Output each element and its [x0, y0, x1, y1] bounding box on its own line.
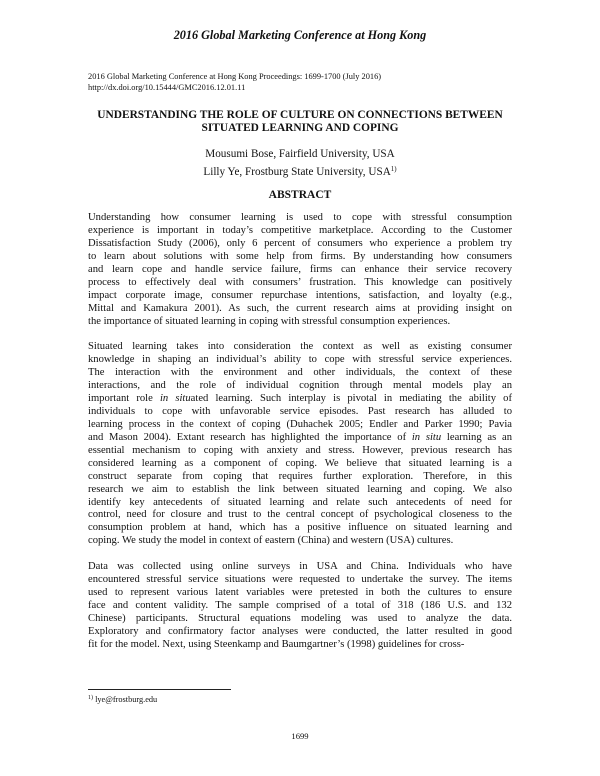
abstract-paragraph	[88, 212, 512, 329]
text-line: research we aim to establish the link between situated learning and coping. We also	[88, 483, 512, 495]
text-line: knowledge in shaping an individual’s ability to cope with stressful service experiences.	[88, 354, 512, 366]
text-line: consumption problem at hand, which has a positive influence on situated learning and	[88, 522, 512, 534]
author-2-line	[0, 162, 600, 180]
text-line: face and content validity. The sample comprised of a total of 318 (186 U.S. and 132	[88, 599, 512, 611]
author-block	[0, 147, 600, 180]
text-line: and learn cope and handle service failure, firms can enhance their service recovery	[88, 263, 512, 275]
text-line: and Mason 2004). Extant research has highlighted the importance of in situ learning as an	[88, 431, 512, 443]
text-line: learning process in the context of coping (Duhachek 2005; Endler and Parker 1990; Pavia	[88, 418, 512, 430]
proceedings-info	[88, 71, 381, 93]
text-line: important role in situated learning. Such interplay is pivotal in mediating the ability of	[88, 392, 512, 404]
page-number: 1699	[291, 731, 309, 741]
text-line: control, need for closure and trust to the central concept of psychological closeness to the	[88, 509, 512, 521]
footnote-mark: 1)	[88, 695, 93, 701]
text-line: experience is important in today’s competitive marketplace. According to the Customer	[88, 224, 512, 236]
footnote-email[interactable]: lye@frostburg.edu	[95, 695, 158, 704]
text-line: Mittal and Kamakura 2001). As such, the current research aims at providing insight on	[88, 302, 512, 314]
abstract-body	[88, 212, 512, 664]
text-line: used to represent various latent variables were pretested in both the cultures to ensure	[88, 586, 512, 598]
text-line: construct separate from coping that requires further exploration. Therefore, in this	[88, 470, 512, 482]
doi-link[interactable]: http://dx.doi.org/10.15444/GMC2016.12.01.11	[88, 83, 246, 92]
abstract-paragraph	[88, 561, 512, 652]
text-line: Data was collected using online surveys in USA and China. Individuals who have	[88, 560, 512, 572]
text-line: essential mechanism to coping with anxiety and stress. However, previous research has	[88, 444, 512, 456]
footnote-marker[interactable]: 1)	[390, 165, 397, 173]
paper-title	[70, 109, 530, 135]
text-line: individuals to cope with unfavorable service episodes. Past research has alluded to	[88, 405, 512, 417]
text-line: Situated learning takes into consideration the context as well as existing consumer	[88, 341, 512, 353]
abstract-heading: ABSTRACT	[268, 189, 332, 201]
title-line-1: UNDERSTANDING THE ROLE OF CULTURE ON CONNECTIONS BETWEEN	[97, 109, 503, 121]
text-line: to learn about solutions with some help from firms. By understanding how consumers	[88, 250, 512, 262]
text-line: Understanding how consumer learning is used to cope with stressful consumption	[88, 212, 512, 223]
text-line: encountered stressful service situations were requested to undertake the survey. The items	[88, 573, 512, 585]
text-line: Dissatisfaction Study (2006), only 6 percent of consumers who experience a problem try	[88, 237, 512, 249]
text-line: impact corporate image, consumer repurchase intentions, satisfaction, and loyalty (e.g.,	[88, 289, 512, 301]
abstract-paragraph	[88, 341, 512, 548]
text-line: identify key antecedents of situated learning and relate such antecedents of need for	[88, 496, 512, 508]
text-line: process to effectively deal with consumers’ frustration. This knowledge can positively	[88, 276, 512, 288]
text-line: fit for the model. Next, using Steenkamp and Baumgartner’s (1998) guidelines for cross-	[88, 638, 465, 650]
text-line: Exploratory and confirmatory factor analyses were conducted, the latter resulted in good	[88, 625, 512, 637]
text-line: coping. We study the model in context of eastern (China) and western (USA) cultures.	[88, 535, 454, 547]
text-line: interactions, and the role of individual cognition through mental models play an	[88, 379, 512, 391]
text-line: the importance of situated learning in coping with stressful consumption experiences.	[88, 315, 451, 327]
author-2: Lilly Ye, Frostburg State University, USA	[203, 166, 391, 178]
text-line: The interaction with the environment and other individuals, the context of these	[88, 366, 512, 378]
running-head: 2016 Global Marketing Conference at Hong Kong	[173, 28, 427, 42]
footnote	[88, 695, 157, 704]
footnote-divider	[88, 689, 231, 690]
text-line: Chinese) participants. Structural equations modeling was used to analyze the data.	[88, 612, 512, 624]
text-line: considered learning as a component of coping. We believe that situated learning is a	[88, 457, 512, 469]
author-1: Mousumi Bose, Fairfield University, USA	[205, 148, 395, 160]
title-line-2: SITUATED LEARNING AND COPING	[201, 122, 399, 134]
proceedings-line: 2016 Global Marketing Conference at Hong Kong Proceedings: 1699-1700 (July 2016)	[88, 72, 382, 81]
